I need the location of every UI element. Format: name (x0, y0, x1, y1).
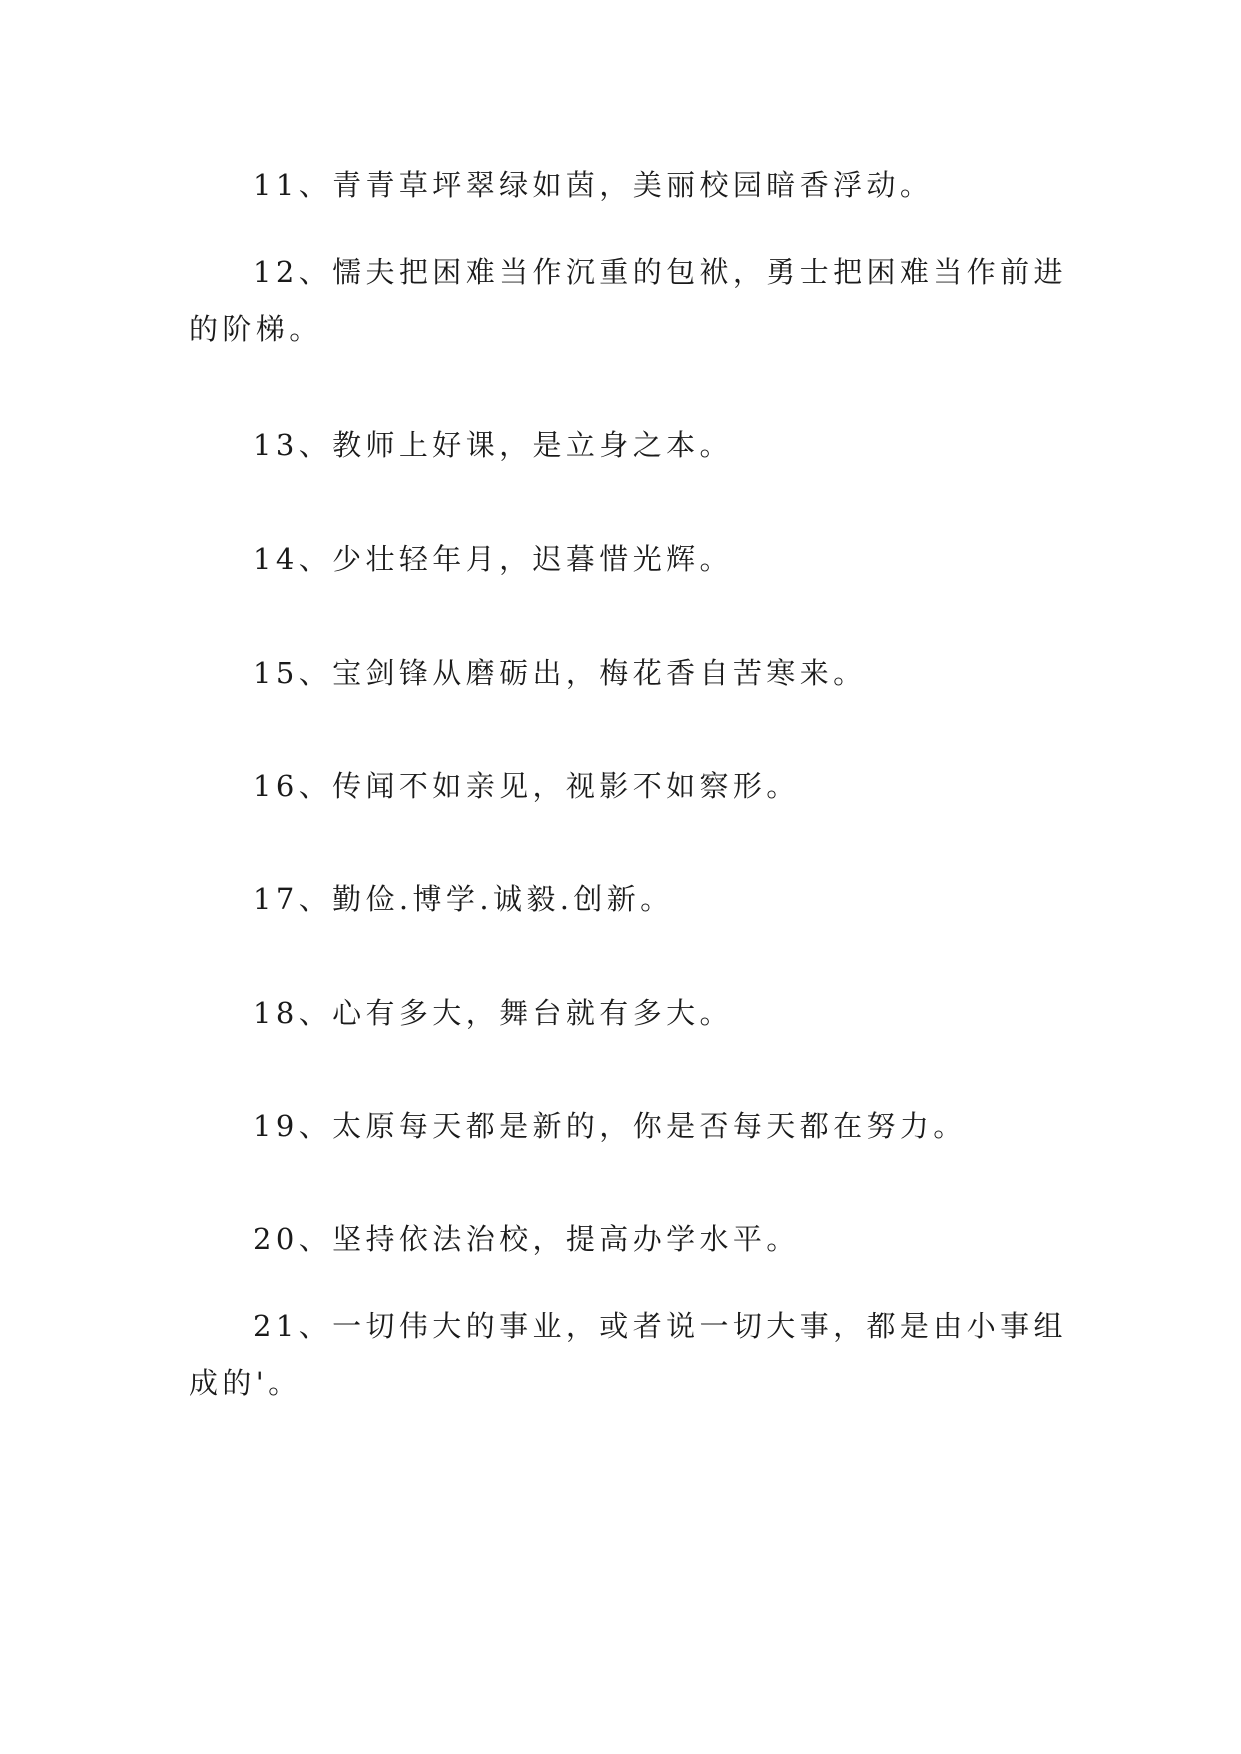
list-item: 14、少壮轻年月，迟暮惜光辉。 (253, 542, 733, 576)
list-item: 19、太原每天都是新的，你是否每天都在努力。 (253, 1109, 967, 1143)
list-item: 11、青青草坪翠绿如茵，美丽校园暗香浮动。 (253, 168, 934, 202)
list-item: 12、懦夫把困难当作沉重的包袱，勇士把困难当作前进的阶梯。 (189, 255, 1067, 346)
list-item: 20、坚持依法治校，提高办学水平。 (253, 1222, 800, 1256)
list-item: 21、一切伟大的事业，或者说一切大事，都是由小事组成的'。 (189, 1309, 1067, 1400)
list-item: 13、教师上好课，是立身之本。 (253, 428, 733, 462)
list-item: 18、心有多大，舞台就有多大。 (253, 996, 733, 1030)
list-item: 16、传闻不如亲见，视影不如察形。 (253, 769, 800, 803)
list-item: 17、勤俭.博学.诚毅.创新。 (253, 882, 674, 916)
list-item: 15、宝剑锋从磨砺出，梅花香自苦寒来。 (253, 656, 867, 690)
